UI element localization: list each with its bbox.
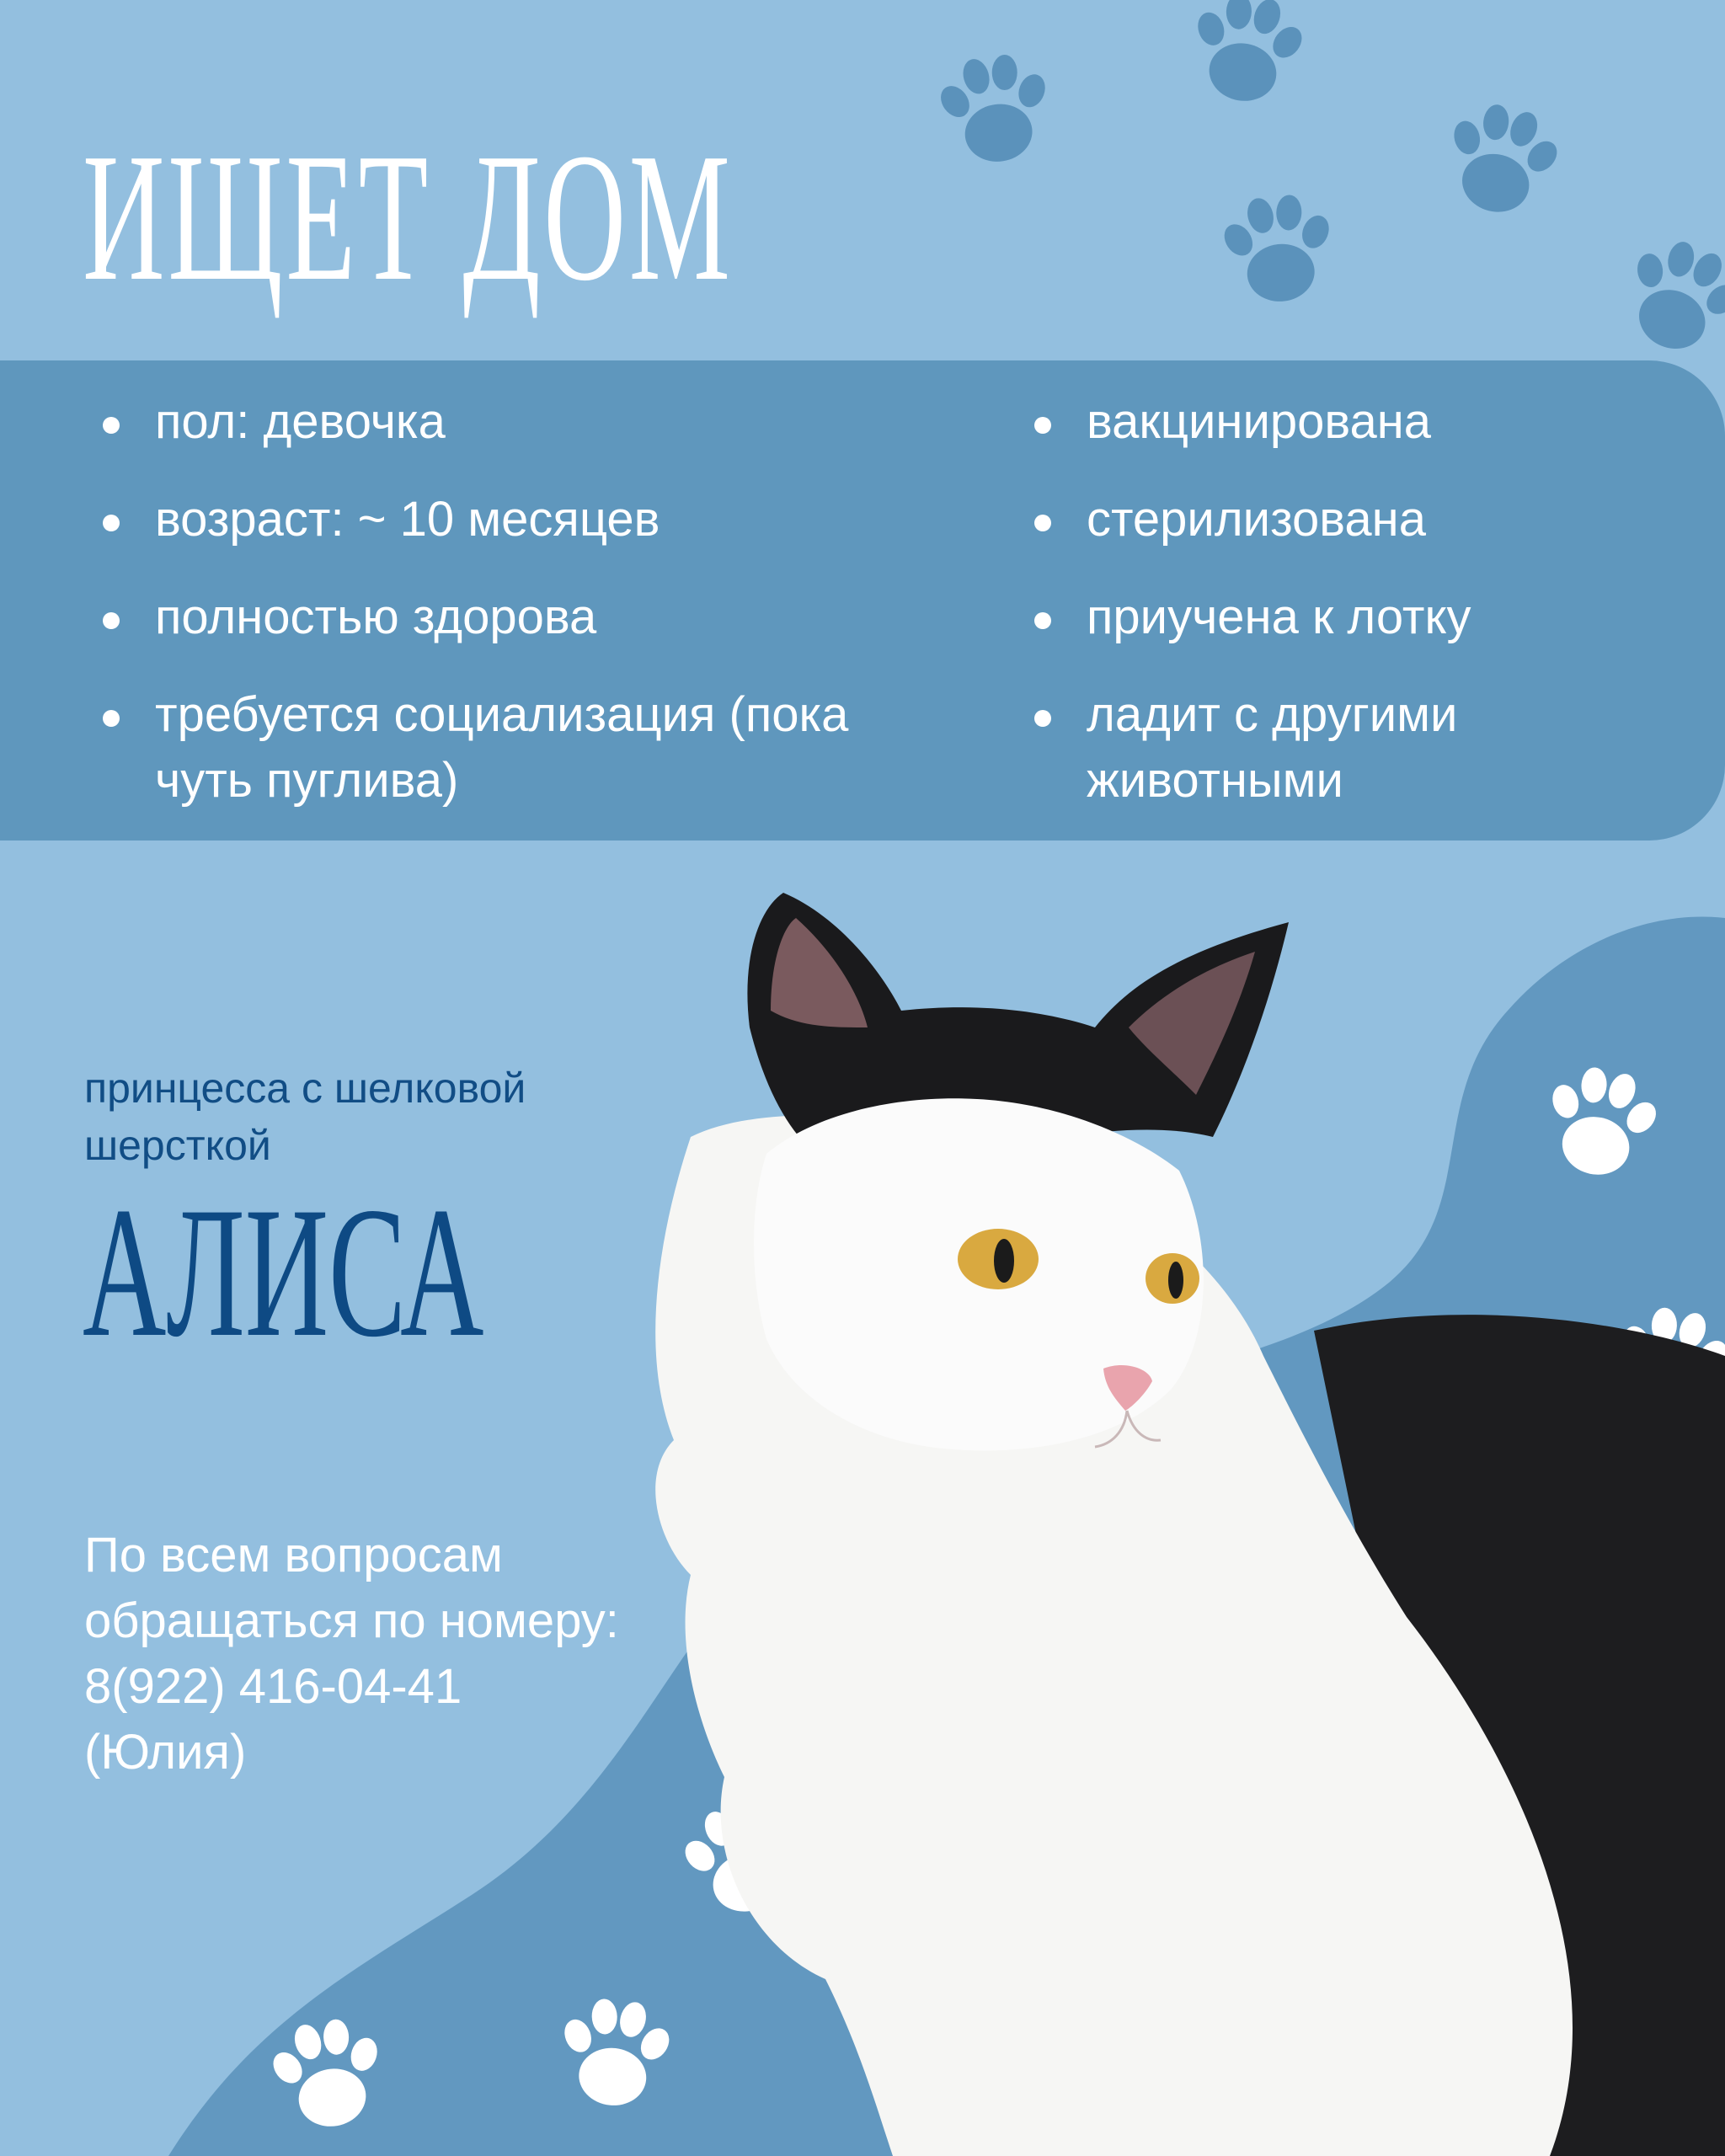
- info-item-good-with-animals: ладит с другими животными: [1034, 682, 1674, 814]
- contact-line-2: обращаться по номеру:: [84, 1593, 619, 1648]
- poster-title: ИЩЕТ ДОМ: [83, 116, 734, 319]
- info-item-sex: пол: девочка: [103, 389, 861, 455]
- info-list-left: [103, 389, 861, 846]
- contact-line-1: По всем вопросам: [84, 1528, 503, 1582]
- cat-subtitle: принцесса с шелковой шерсткой: [84, 1065, 526, 1169]
- info-item-litter-trained: приучена к лотку: [1034, 584, 1674, 650]
- info-item-health: полностью здорова: [103, 584, 861, 650]
- info-item-age: возраст: ~ 10 месяцев: [103, 487, 861, 552]
- contact-person: (Юлия): [84, 1725, 247, 1780]
- cat-name: АЛИСА: [83, 1169, 484, 1376]
- info-item-socialization: требуется социализация (пока чуть пуглива): [103, 682, 861, 814]
- paw-icon: [1433, 93, 1571, 224]
- paw-icon: [1181, 0, 1313, 110]
- info-item-sterilized: стерилизована: [1034, 487, 1674, 552]
- contact-phone: 8(922) 416-04-41: [84, 1659, 462, 1714]
- paw-icon: [1608, 225, 1725, 367]
- paw-icon: [1215, 189, 1342, 307]
- cat-photo: [623, 884, 1725, 2156]
- cat-illustration: [623, 884, 1725, 2156]
- info-list-right: [1034, 389, 1674, 846]
- paw-icon: [931, 47, 1060, 169]
- info-item-vaccinated: вакцинирована: [1034, 389, 1674, 455]
- info-panel: [0, 360, 1725, 841]
